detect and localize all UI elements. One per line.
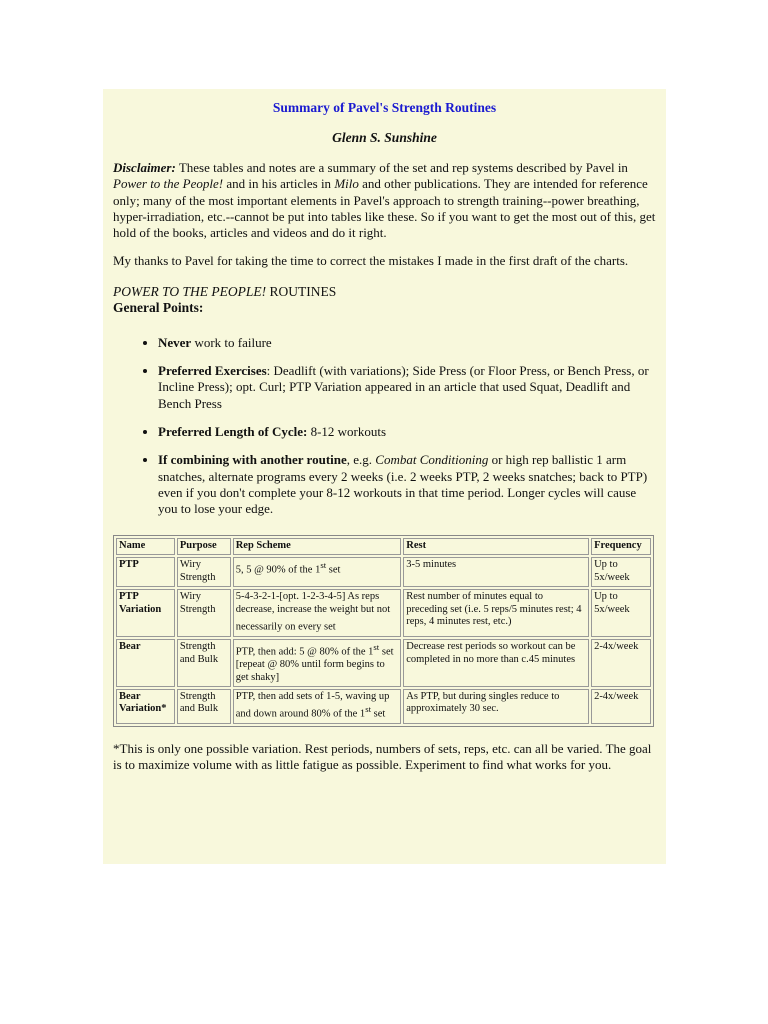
row-purpose: Wiry Strength <box>177 557 231 587</box>
point-italic-text: Combat Conditioning <box>375 452 489 468</box>
point-text: or high rep ballistic 1 arm snatches, alternate programs every 2 weeks (i.e. 2 weeks PTP, 2 weeks snatches; back to PTP) even if you don't complete your 8-12 workouts in that time period. Longer cycles will cause you to lose your edge. <box>158 452 648 517</box>
row-name: Bear Variation* <box>116 689 175 724</box>
page-title: Summary of Pavel's Strength Routines <box>272 100 497 115</box>
section-title-italic: POWER TO THE PEOPLE! <box>113 283 267 299</box>
table-header-row <box>116 538 651 555</box>
header-frequency: Frequency <box>591 538 651 555</box>
row-name: PTP <box>116 557 175 587</box>
row-rep-scheme <box>233 639 402 687</box>
row-rep-scheme <box>233 689 402 724</box>
row-frequency: 2-4x/week <box>591 639 651 687</box>
rep-superscript: st <box>365 704 372 715</box>
header-purpose: Purpose <box>177 538 231 555</box>
table-row <box>116 689 651 724</box>
row-frequency: Up to 5x/week <box>591 589 651 637</box>
point-text: work to failure <box>191 334 272 350</box>
row-purpose: Strength and Bulk <box>177 689 231 724</box>
header-rest: Rest <box>403 538 589 555</box>
header-name: Name <box>116 538 175 555</box>
point-label: Preferred Length of Cycle: <box>158 423 308 439</box>
header-rep-scheme: Rep Scheme <box>233 538 402 555</box>
row-frequency: 2-4x/week <box>591 689 651 724</box>
table-row <box>116 639 651 687</box>
list-item <box>158 335 656 351</box>
list-item <box>158 424 656 440</box>
point-text: 8-12 workouts <box>307 423 387 439</box>
table-row <box>116 557 651 587</box>
author-name: Glenn S. Sunshine <box>332 130 437 145</box>
disclaimer-text-3: and other publications. They are intended for reference only; many of the most important elements in Pavel's approach to strength training--power breathing, hyper-irradiation, etc.--cannot be put into tables like these. So if you want to get the most out of this, get hold of the books, articles and videos and do it right. <box>113 176 656 241</box>
document-page <box>103 89 666 864</box>
disclaimer-label: Disclaimer: <box>113 160 176 175</box>
section-subtitle: General Points: <box>113 300 204 316</box>
routines-table <box>113 535 654 726</box>
row-rest: Decrease rest periods so workout can be completed in no more than c.45 minutes <box>403 639 589 687</box>
disclaimer-paragraph <box>113 160 656 241</box>
row-name: PTP Variation <box>116 589 175 637</box>
point-text: : Deadlift (with variations); Side Press (or Floor Press, or Bench Press, or Incline Press); opt. Curl; PTP Variation appeared in an article that used Squat, Deadlift and Bench Press <box>158 363 649 411</box>
rep-superscript: st <box>320 560 327 571</box>
row-rep-scheme <box>233 589 402 637</box>
rep-text: 5, 5 @ 90% of the 1 <box>235 564 321 576</box>
thanks-paragraph: My thanks to Pavel for taking the time to correct the mistakes I made in the first draft of the charts. <box>113 253 629 269</box>
rep-text: set [repeat @ 80% until form begins to get shaky] <box>235 646 394 683</box>
rep-text: set <box>371 708 386 720</box>
book-title: Power to the People! <box>113 176 224 192</box>
list-item <box>158 363 656 412</box>
point-text: , e.g. <box>346 452 376 468</box>
rep-superscript: st <box>373 641 380 652</box>
row-purpose: Strength and Bulk <box>177 639 231 687</box>
rep-text: 5-4-3-2-1-[opt. 1-2-3-4-5] As reps decrease, increase the weight but not necessarily on every set <box>235 590 391 633</box>
row-rest: 3-5 minutes <box>403 557 589 587</box>
rep-text: PTP, then add sets of 1-5, waving up and down around 80% of the 1 <box>235 690 390 720</box>
table-row <box>116 589 651 637</box>
disclaimer-text-1: These tables and notes are a summary of the set and rep systems described by Pavel in <box>175 160 628 175</box>
row-rest: Rest number of minutes equal to preceding set (i.e. 5 reps/5 minutes rest; 4 reps, 4 minutes rest, etc.) <box>403 589 589 637</box>
rep-text: PTP, then add: 5 @ 80% of the 1 <box>235 646 374 658</box>
section-heading <box>113 284 656 317</box>
rep-text: set <box>326 564 341 576</box>
row-rest: As PTP, but during singles reduce to approximately 30 sec. <box>403 689 589 724</box>
row-purpose: Wiry Strength <box>177 589 231 637</box>
row-name: Bear <box>116 639 175 687</box>
disclaimer-text-2: and in his articles in <box>223 176 335 192</box>
row-frequency: Up to 5x/week <box>591 557 651 587</box>
row-rep-scheme <box>233 557 402 587</box>
point-label: If combining with another routine <box>158 452 347 468</box>
list-item <box>158 452 656 517</box>
point-label: Never <box>158 334 192 350</box>
magazine-title: Milo <box>334 176 359 192</box>
footnote: *This is only one possible variation. Rest periods, numbers of sets, reps, etc. can all be varied. The goal is to maximize volume with as little fatigue as possible. Experiment to find what works for you. <box>113 740 652 773</box>
general-points-list <box>113 335 656 518</box>
section-title-rest: ROUTINES <box>266 283 337 299</box>
point-label: Preferred Exercises <box>158 363 267 379</box>
